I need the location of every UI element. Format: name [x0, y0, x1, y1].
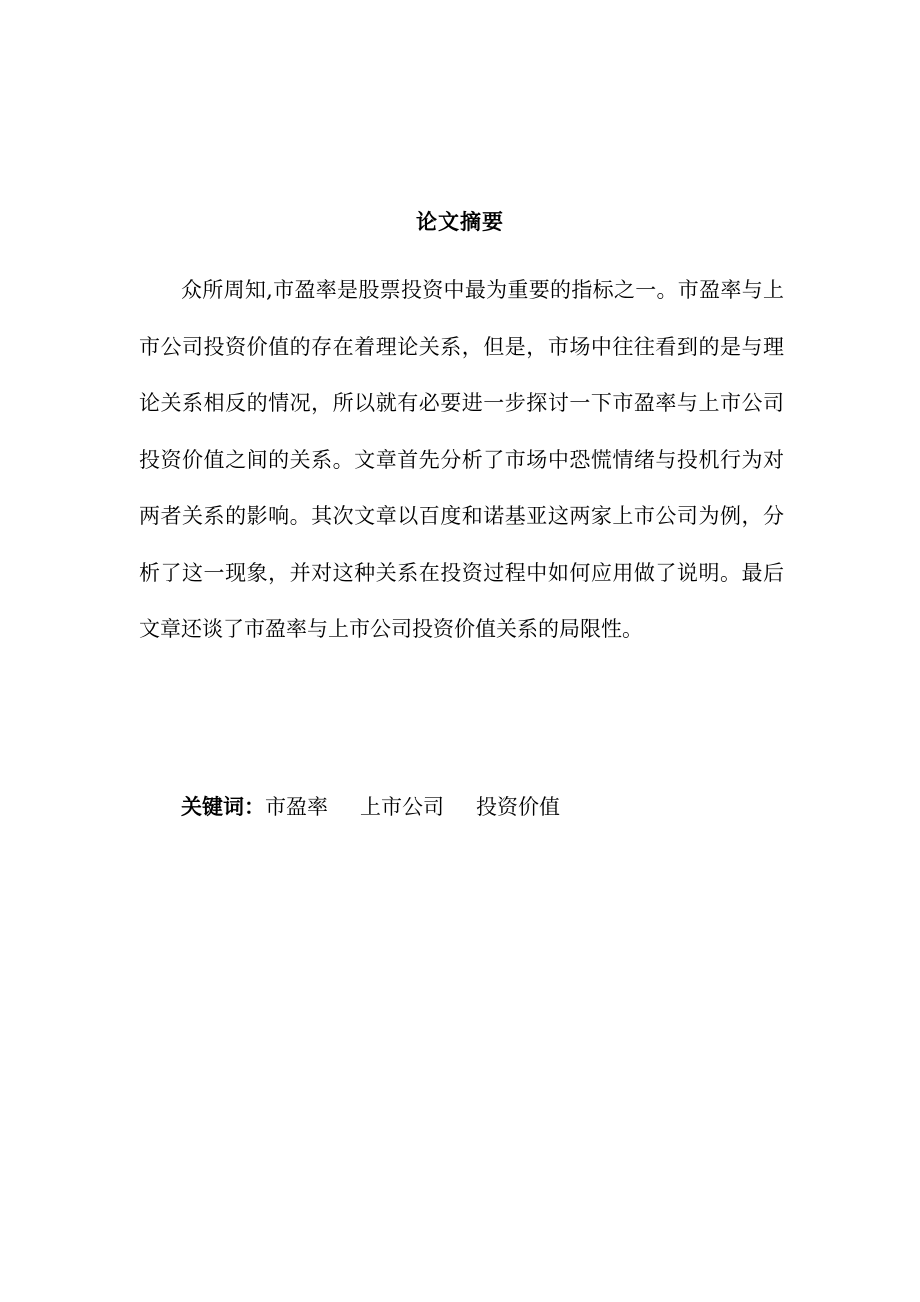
abstract-body: 众所周知,市盈率是股票投资中最为重要的指标之一。市盈率与上市公司投资价值的存在着理论关系，但是，市场中往往看到的是与理论关系相反的情况，所以就有必要进一步探讨一下市盈率与上市公司投资价值之间的关系。文章首先分析了市场中恐慌情绪与投机行为对两者关系的影响。其次文章以百度和诺基亚这两家上市公司为例，分析了这一现象，并对这种关系在投资过程中如何应用做了说明。最后文章还谈了市盈率与上市公司投资价值关系的局限性。: [139, 278, 784, 641]
keyword-item: 市盈率: [265, 795, 328, 819]
keyword-item: 投资价值: [476, 795, 560, 819]
keywords-label: 关键词：: [181, 794, 265, 819]
keywords-line: [181, 790, 560, 824]
keyword-item: 上市公司: [360, 795, 444, 819]
abstract-title: 论文摘要: [416, 209, 504, 234]
